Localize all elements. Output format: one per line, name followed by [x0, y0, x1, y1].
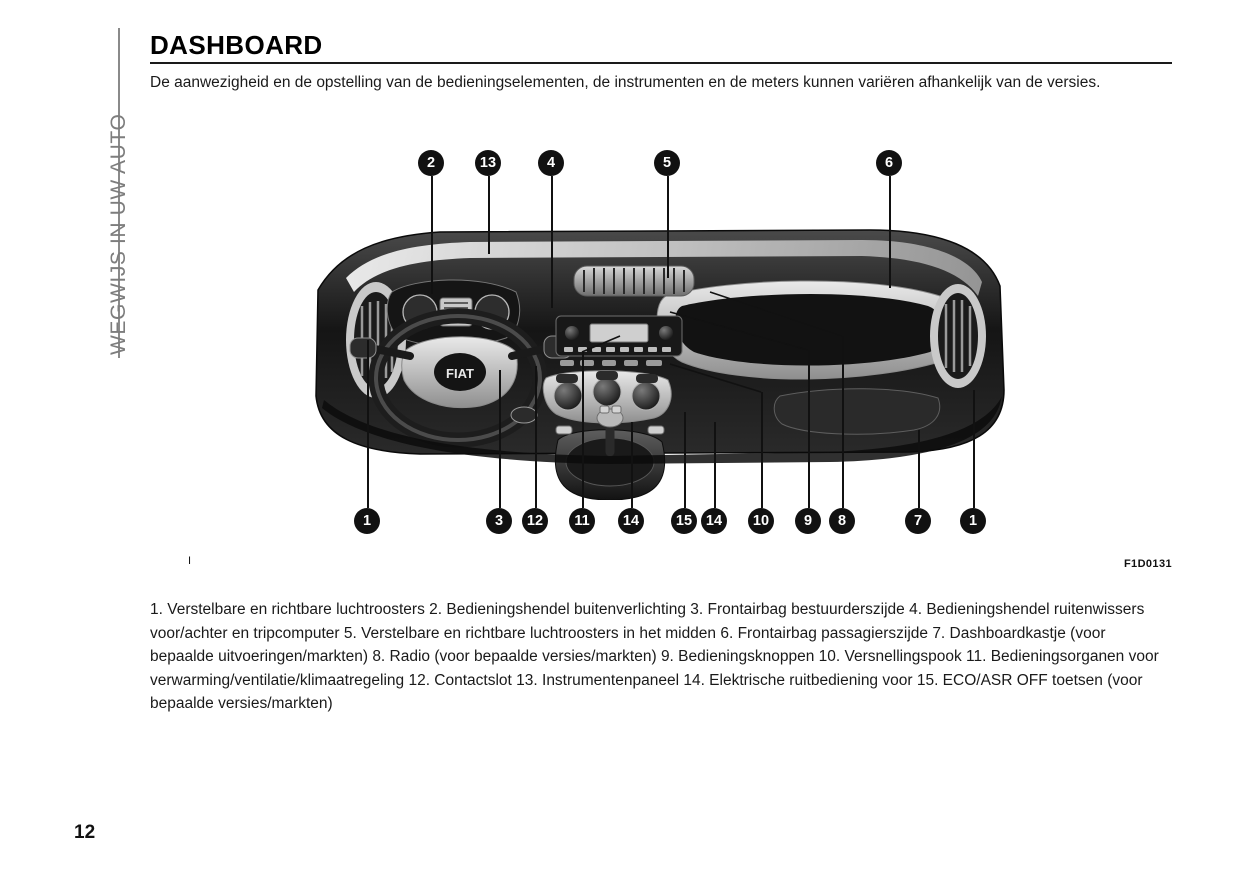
- legend-item-4: 4. Bedieningshendel ruitenwissers voor/achter en tripcomputer: [150, 601, 1145, 642]
- callout-1-left: 1: [354, 508, 380, 534]
- callout-15: 15: [671, 508, 697, 534]
- legend-item-2: 2. Bedieningshendel buitenverlichting: [429, 601, 691, 618]
- figure-code: F1D0131: [1123, 558, 1172, 570]
- callout-9: 9: [795, 508, 821, 534]
- callout-11: 11: [569, 508, 595, 534]
- legend-item-6: 6. Frontairbag passagierszijde: [720, 624, 933, 642]
- page-number: 12: [74, 822, 96, 843]
- callout-10: 10: [748, 508, 774, 534]
- callout-1-right: 1: [960, 508, 986, 534]
- legend-item-3: 3. Frontairbag bestuurderszijde: [690, 601, 910, 618]
- figure-legend: [150, 598, 1166, 716]
- legend-item-14: 14. Elektrische ruitbediening voor: [683, 671, 917, 689]
- legend-item-5: 5. Verstelbare en richtbare luchtroosters in het midden: [343, 624, 721, 642]
- page-title: DASHBOARD: [150, 30, 323, 60]
- chapter-label-text: WEGWIJS IN UW AUTO: [107, 113, 130, 355]
- callout-6: 6: [876, 150, 902, 176]
- legend-item-9: 9. Bedieningsknoppen: [660, 648, 819, 665]
- legend-item-8: 8. Radio (voor bepaalde versies/markten): [372, 648, 661, 665]
- legend-item-15: 15. ECO/ASR OFF toetsen (voor bepaalde versies/markten): [150, 671, 1143, 712]
- legend-item-7: 7. Dashboardkastje (voor bepaalde uitvoeringen/markten): [150, 624, 1106, 665]
- callout-14-right: 14: [701, 508, 727, 534]
- callout-4: 4: [538, 150, 564, 176]
- callout-13: 13: [475, 150, 501, 176]
- callout-7: 7: [905, 508, 931, 534]
- legend-item-10: 10. Versnellingspook: [818, 648, 967, 665]
- callout-5: 5: [654, 150, 680, 176]
- title-divider: [150, 62, 1172, 64]
- callout-12: 12: [522, 508, 548, 534]
- legend-item-1: 1. Verstelbare en richtbare luchtroosters: [150, 601, 430, 618]
- legend-item-11: 11. Bedieningsorganen voor verwarming/ventilatie/klimaatregeling: [150, 648, 1159, 689]
- svg-text:FIAT: FIAT: [446, 366, 474, 381]
- callout-14-left: 14: [618, 508, 644, 534]
- callout-8: 8: [829, 508, 855, 534]
- crop-mark: I: [188, 555, 192, 567]
- intro-paragraph: De aanwezigheid en de opstelling van de bedieningselementen, de instrumenten en de meters kunnen variëren afhankelijk van de versies.: [150, 74, 1101, 91]
- chapter-side-label: [74, 28, 130, 358]
- legend-item-13: 13. Instrumentenpaneel: [516, 671, 684, 689]
- dashboard-figure: [150, 140, 1172, 580]
- callout-2: 2: [418, 150, 444, 176]
- callout-3: 3: [486, 508, 512, 534]
- legend-item-12: 12. Contactslot: [408, 671, 517, 689]
- diagonal-leaders: [150, 140, 1172, 540]
